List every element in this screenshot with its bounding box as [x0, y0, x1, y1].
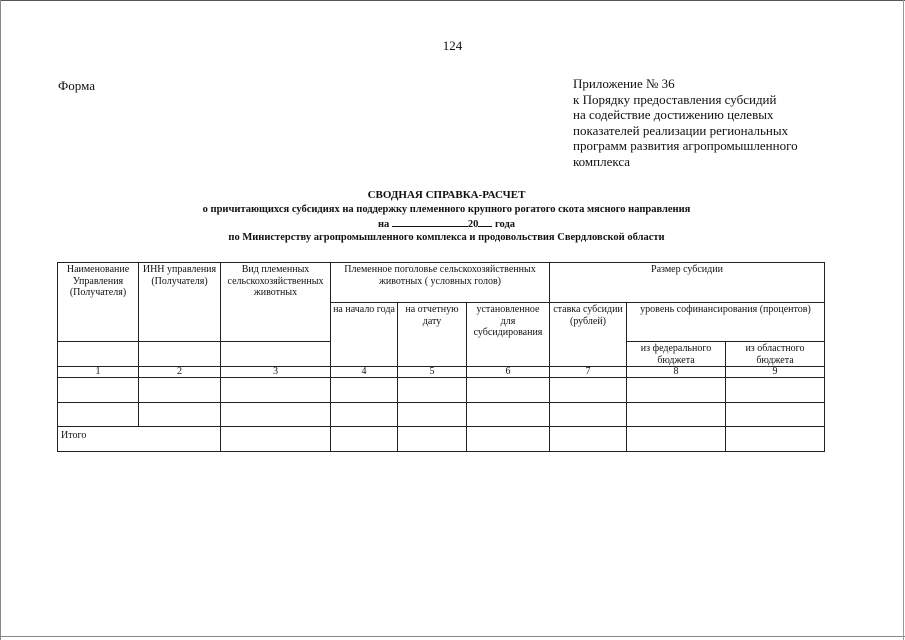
page-left-edge [0, 0, 1, 640]
header-subsidy-rate: ставка субсидии (рублей) [550, 303, 627, 367]
page-top-edge [0, 0, 905, 1]
table-cell[interactable] [139, 378, 221, 403]
total-row [58, 427, 825, 452]
appendix-reference [573, 76, 798, 170]
header-livestock-report: на отчетную дату [398, 303, 467, 367]
table-cell[interactable] [58, 403, 139, 427]
date-suffix: года [495, 219, 516, 230]
appendix-line: на содействие достижению целевых [573, 107, 774, 123]
column-number: 9 [726, 367, 825, 378]
page-number: 124 [442, 38, 463, 53]
table-cell[interactable] [550, 378, 627, 403]
table-cell[interactable] [726, 378, 825, 403]
header-livestock-subsidy: установленное для субсидирования [467, 303, 550, 367]
form-label: Форма [58, 78, 95, 93]
table-cell[interactable] [627, 427, 726, 452]
header-regional-budget: из областного бюджета [726, 342, 825, 367]
table-cell[interactable] [627, 403, 726, 427]
header-livestock-group: Племенное поголовье сельскохозяйственных животных ( условных голов) [331, 263, 550, 303]
table-cell[interactable] [331, 378, 398, 403]
table-cell[interactable] [550, 427, 627, 452]
column-number: 6 [467, 367, 550, 378]
total-label: Итого [58, 427, 221, 452]
table-cell[interactable] [221, 403, 331, 427]
column-number: 3 [221, 367, 331, 378]
table-row [58, 403, 825, 427]
table-cell[interactable] [398, 403, 467, 427]
appendix-line: Приложение № 36 [573, 76, 675, 91]
table-cell[interactable] [331, 427, 398, 452]
document-title: СВОДНАЯ СПРАВКА-РАСЧЕТ [367, 189, 526, 201]
table-cell[interactable] [221, 378, 331, 403]
table-cell[interactable] [139, 403, 221, 427]
header-recipient-name: Наименование Управления (Получателя) [58, 263, 139, 342]
date-line [0, 216, 893, 231]
table-cell[interactable] [726, 427, 825, 452]
header-spacer [139, 342, 221, 367]
table-cell[interactable] [331, 403, 398, 427]
table-cell[interactable] [467, 403, 550, 427]
column-number: 8 [627, 367, 726, 378]
table-row [58, 378, 825, 403]
date-year: 20 [467, 219, 479, 230]
column-number: 4 [331, 367, 398, 378]
header-cofinancing: уровень софинансирования (процентов) [627, 303, 825, 342]
page-bottom-edge [0, 636, 905, 637]
ministry-line: по Министерству агропромышленного комплекса и продовольствия Свердловской области [228, 232, 665, 243]
header-federal-budget: из федерального бюджета [627, 342, 726, 367]
table-cell[interactable] [726, 403, 825, 427]
table-cell[interactable] [398, 427, 467, 452]
table-cell[interactable] [398, 378, 467, 403]
header-spacer [221, 342, 331, 367]
table-cell[interactable] [221, 427, 331, 452]
table-cell[interactable] [627, 378, 726, 403]
header-livestock-start: на начало года [331, 303, 398, 367]
column-number: 5 [398, 367, 467, 378]
appendix-line: показателей реализации региональных [573, 122, 789, 138]
column-number: 2 [139, 367, 221, 378]
header-animal-type: Вид племенных сельскохозяйственных животных [221, 263, 331, 342]
appendix-line: к Порядку предоставления субсидий [573, 91, 777, 107]
document-title-block [0, 189, 893, 244]
date-prefix: на [377, 219, 390, 230]
date-blank-field[interactable] [392, 216, 468, 227]
appendix-line: комплекса [573, 153, 631, 169]
column-number: 1 [58, 367, 139, 378]
table-cell[interactable] [58, 378, 139, 403]
document-subtitle: о причитающихся субсидиях на поддержку племенного крупного рогатого скота мясного направления [202, 204, 691, 215]
header-inn: ИНН управления (Получателя) [139, 263, 221, 342]
page-right-edge [903, 0, 904, 640]
subsidy-table [57, 262, 825, 452]
column-number: 7 [550, 367, 627, 378]
table-cell[interactable] [467, 427, 550, 452]
table-cell[interactable] [467, 378, 550, 403]
appendix-line: программ развития агропромышленного [573, 138, 798, 154]
year-blank-field[interactable] [478, 216, 492, 227]
table-cell[interactable] [550, 403, 627, 427]
header-subsidy-group: Размер субсидии [550, 263, 825, 303]
header-spacer [58, 342, 139, 367]
